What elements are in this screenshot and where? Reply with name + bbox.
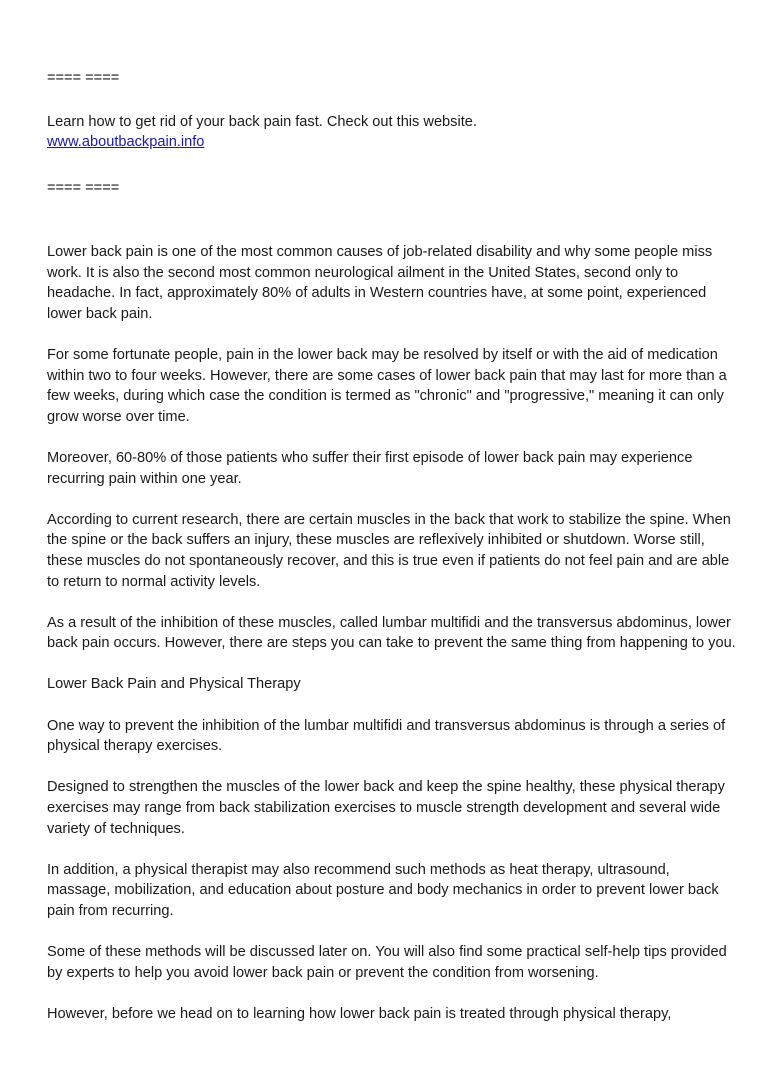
paragraph: Designed to strengthen the muscles of the lower back and keep the spine healthy, these physical therapy exercises may range from back stabilization exercises to muscle strength development and several wide variety of techniques. [47, 779, 725, 837]
separator-bottom: ==== ==== [47, 180, 120, 196]
promo-block [47, 112, 737, 152]
article-body [47, 242, 737, 1025]
paragraph: As a result of the inhibition of these muscles, called lumbar multifidi and the transversus abdominus, lower back pain occurs. However, there are steps you can take to prevent the same thing from happening to you. [47, 614, 736, 652]
paragraph: Lower back pain is one of the most common causes of job-related disability and why some people miss work. It is also the second most common neurological ailment in the United States, second only to headache. In fact, approximately 80% of adults in Western countries have, at some point, experienced lower back pain. [47, 244, 713, 322]
paragraph: However, before we head on to learning how lower back pain is treated through physical therapy, [47, 1005, 672, 1022]
paragraph: According to current research, there are certain muscles in the back that work to stabilize the spine. When the spine or the back suffers an injury, these muscles are reflexively inhibited or shutdown. Worse still, these muscles do not spontaneously recover, and this is true even if patients do not feel pain and are able to return to normal activity levels. [47, 511, 731, 590]
paragraph: Some of these methods will be discussed later on. You will also find some practical self-help tips provided by experts to help you avoid lower back pain or prevent the condition from worsening. [47, 944, 727, 981]
separator-top: ==== ==== [47, 70, 120, 86]
paragraph: In addition, a physical therapist may also recommend such methods as heat therapy, ultrasound, massage, mobilization, and education about posture and body mechanics in order to prevent lower back pain from recurring. [47, 861, 719, 919]
promo-link[interactable]: www.aboutbackpain.info [47, 134, 205, 150]
paragraph: For some fortunate people, pain in the lower back may be resolved by itself or with the aid of medication within two to four weeks. However, there are some cases of lower back pain that may last for more than a few weeks, during which case the condition is termed as "chronic" and "progressive," meaning it can only grow worse over time. [47, 346, 727, 425]
paragraph: Moreover, 60-80% of those patients who suffer their first episode of lower back pain may experience recurring pain within one year. [47, 449, 693, 487]
section-heading: Lower Back Pain and Physical Therapy [47, 676, 301, 693]
promo-text: Learn how to get rid of your back pain fast. Check out this website. [47, 114, 477, 130]
document-page [47, 0, 737, 1045]
paragraph: One way to prevent the inhibition of the lumbar multifidi and transversus abdominus is through a series of physical therapy exercises. [47, 717, 726, 755]
